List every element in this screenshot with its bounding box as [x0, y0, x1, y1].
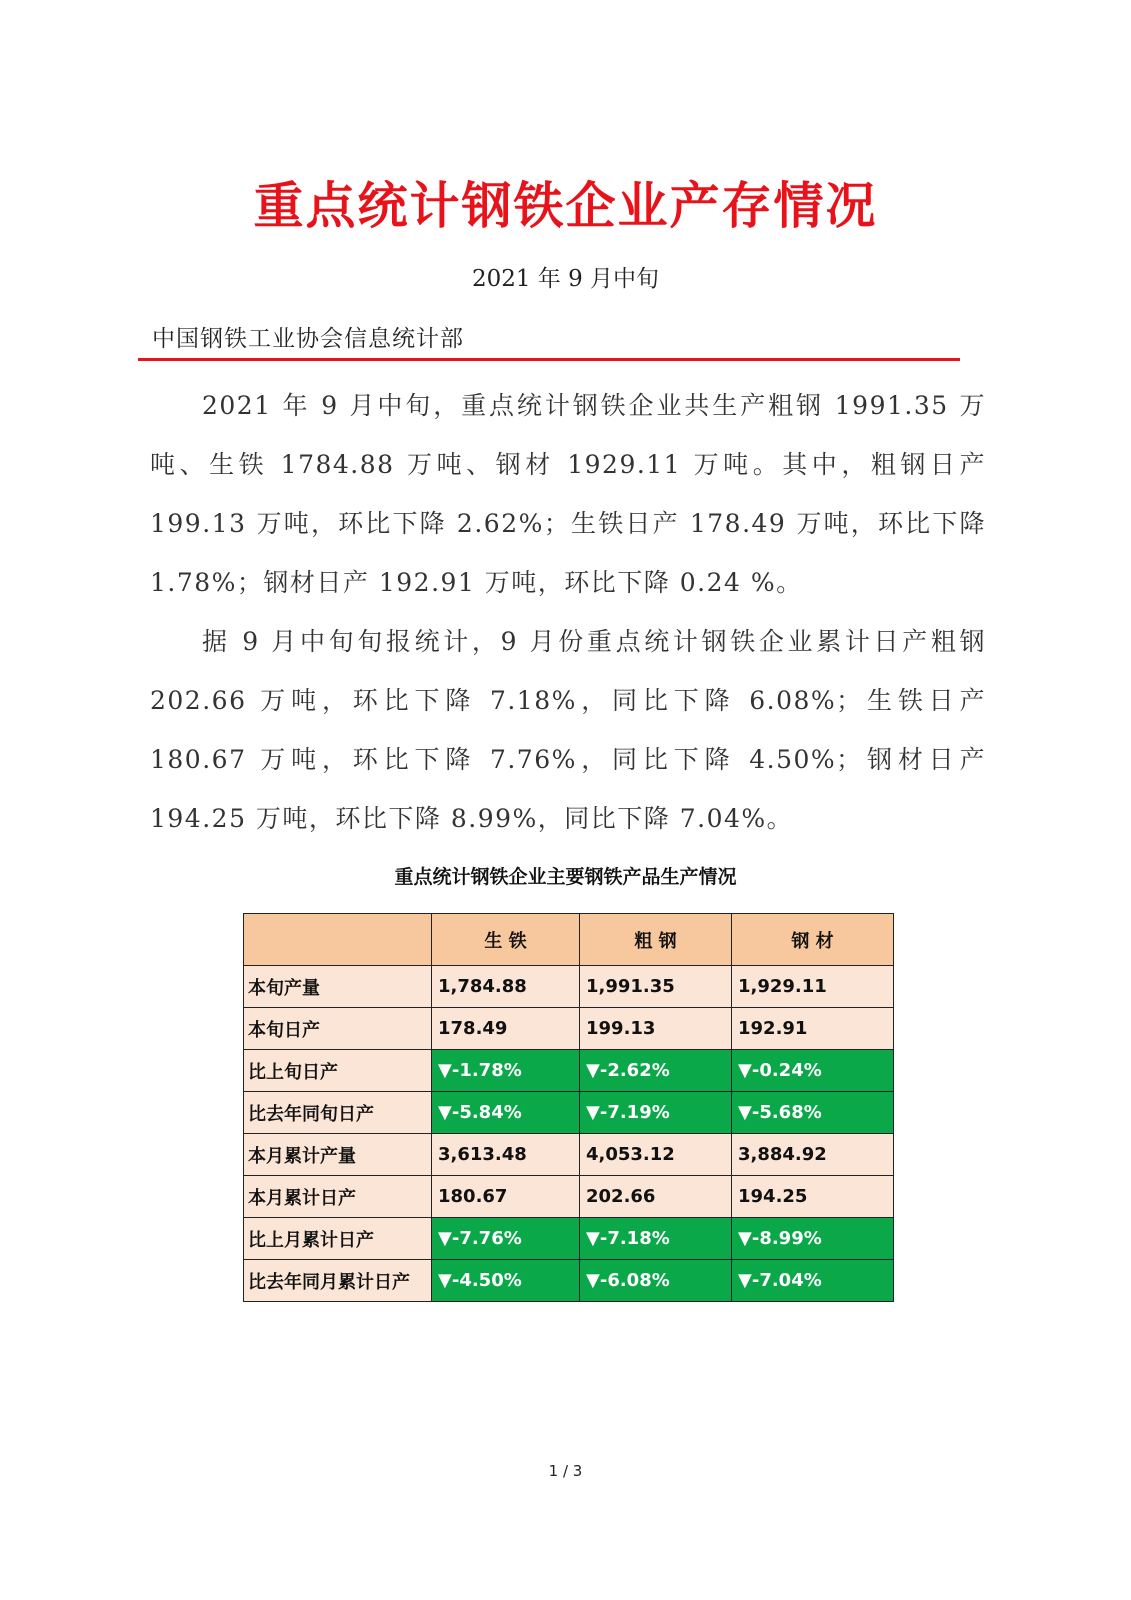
value-cell: 180.67 [432, 1176, 580, 1218]
change-cell: ▼-7.04% [732, 1260, 894, 1302]
header-divider [138, 358, 960, 361]
report-body [150, 376, 986, 848]
change-cell: ▼-7.18% [580, 1218, 732, 1260]
report-period: 2021 年 9 月中旬 [471, 266, 660, 292]
table-row [244, 1260, 894, 1302]
table-header-row [244, 914, 894, 966]
change-cell: ▼-6.08% [580, 1260, 732, 1302]
row-label: 本月累计产量 [244, 1134, 432, 1176]
value-cell: 4,053.12 [580, 1134, 732, 1176]
table-corner-cell [244, 914, 432, 966]
value-cell: 202.66 [580, 1176, 732, 1218]
value-cell: 3,613.48 [432, 1134, 580, 1176]
value-cell: 192.91 [732, 1008, 894, 1050]
row-label: 比去年同旬日产 [244, 1092, 432, 1134]
change-cell: ▼-7.19% [580, 1092, 732, 1134]
change-cell: ▼-4.50% [432, 1260, 580, 1302]
change-cell: ▼-2.62% [580, 1050, 732, 1092]
change-cell: ▼-5.68% [732, 1092, 894, 1134]
change-cell: ▼-5.84% [432, 1092, 580, 1134]
value-cell: 194.25 [732, 1176, 894, 1218]
table-title: 重点统计钢铁企业主要钢铁产品生产情况 [394, 866, 737, 888]
page-number: 1 / 3 [548, 1462, 583, 1480]
column-header-pig-iron: 生 铁 [432, 914, 580, 966]
value-cell: 199.13 [580, 1008, 732, 1050]
row-label: 本旬日产 [244, 1008, 432, 1050]
row-label: 本旬产量 [244, 966, 432, 1008]
page-title: 重点统计钢铁企业产存情况 [253, 177, 878, 235]
paragraph-monthly: 据 9 月中旬旬报统计，9 月份重点统计钢铁企业累计日产粗钢 202.66 万吨，环比下降 7.18%，同比下降 6.08%；生铁日产 180.67 万吨，环比下降 7.76%，同比下降 4.50%；钢材日产 194.25 万吨，环比下降 8.99%，同比下降 7.04%。 [150, 627, 986, 833]
change-cell: ▼-0.24% [732, 1050, 894, 1092]
row-label: 比上月累计日产 [244, 1218, 432, 1260]
value-cell: 178.49 [432, 1008, 580, 1050]
value-cell: 1,784.88 [432, 966, 580, 1008]
value-cell: 3,884.92 [732, 1134, 894, 1176]
column-header-steel-products: 钢 材 [732, 914, 894, 966]
row-label: 比去年同月累计日产 [244, 1260, 432, 1302]
organization-name: 中国钢铁工业协会信息统计部 [152, 326, 464, 352]
table-row [244, 1092, 894, 1134]
row-label: 本月累计日产 [244, 1176, 432, 1218]
table-row [244, 1134, 894, 1176]
table-row [244, 1050, 894, 1092]
table-row [244, 1218, 894, 1260]
paragraph-summary: 2021 年 9 月中旬，重点统计钢铁企业共生产粗钢 1991.35 万吨、生铁 1784.88 万吨、钢材 1929.11 万吨。其中，粗钢日产 199.13 万吨，环比下降 2.62%；生铁日产 178.49 万吨，环比下降 1.78%；钢材日产 192.91 万吨，环比下降 0.24 %。 [150, 391, 986, 597]
row-label: 比上旬日产 [244, 1050, 432, 1092]
change-cell: ▼-8.99% [732, 1218, 894, 1260]
change-cell: ▼-1.78% [432, 1050, 580, 1092]
table-row [244, 1008, 894, 1050]
table-row [244, 966, 894, 1008]
value-cell: 1,991.35 [580, 966, 732, 1008]
value-cell: 1,929.11 [732, 966, 894, 1008]
table-row [244, 1176, 894, 1218]
production-table [243, 913, 894, 1302]
change-cell: ▼-7.76% [432, 1218, 580, 1260]
column-header-crude-steel: 粗 钢 [580, 914, 732, 966]
